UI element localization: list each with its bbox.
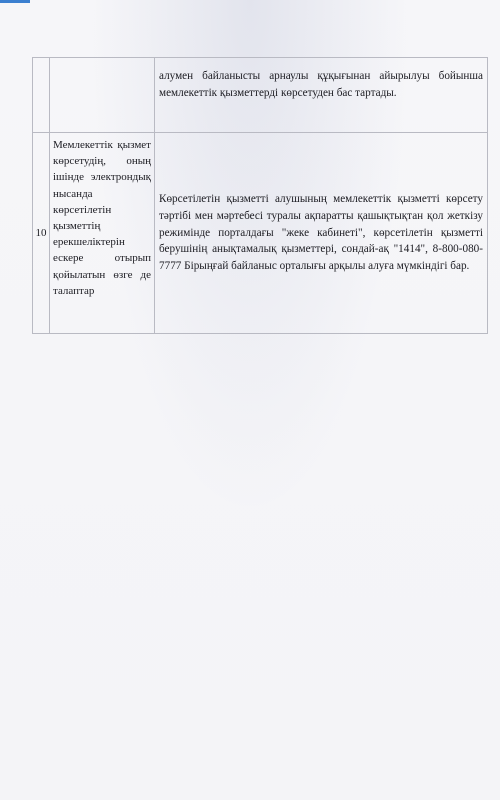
row-number-cell: 10 — [33, 133, 50, 334]
row-number-cell — [33, 58, 50, 133]
corner-mark — [0, 0, 30, 3]
requirements-table — [32, 57, 488, 334]
table-row — [33, 133, 488, 334]
table-row — [33, 58, 488, 133]
row-description-cell: Көрсетілетін қызметті алушының мемлекеттік қызметті көрсету тәртібі мен мәртебесі туралы ақпаратты қашықтықтан қол жеткізу режимінде порталдағы "жеке кабинеті", көрсетілетін қызметті берушінің анықтамалық қызметтері, сондай-ақ "1414", 8-800-080-7777 Бірыңғай байланыс орталығы арқылы алуға мүмкіндігі бар. — [155, 133, 488, 334]
row-name-cell: Мемлекеттік қызмет көрсетудің, оның ішінде электрондық нысанда көрсетілетін қызметтің ерекшеліктерін ескере отырып қойылатын өзге де талаптар — [50, 133, 155, 334]
row-description-cell: алумен байланысты арнаулы құқығынан айырылуы бойынша мемлекеттік қызметтерді көрсетуден бас тартады. — [155, 58, 488, 133]
row-name-cell — [50, 58, 155, 133]
